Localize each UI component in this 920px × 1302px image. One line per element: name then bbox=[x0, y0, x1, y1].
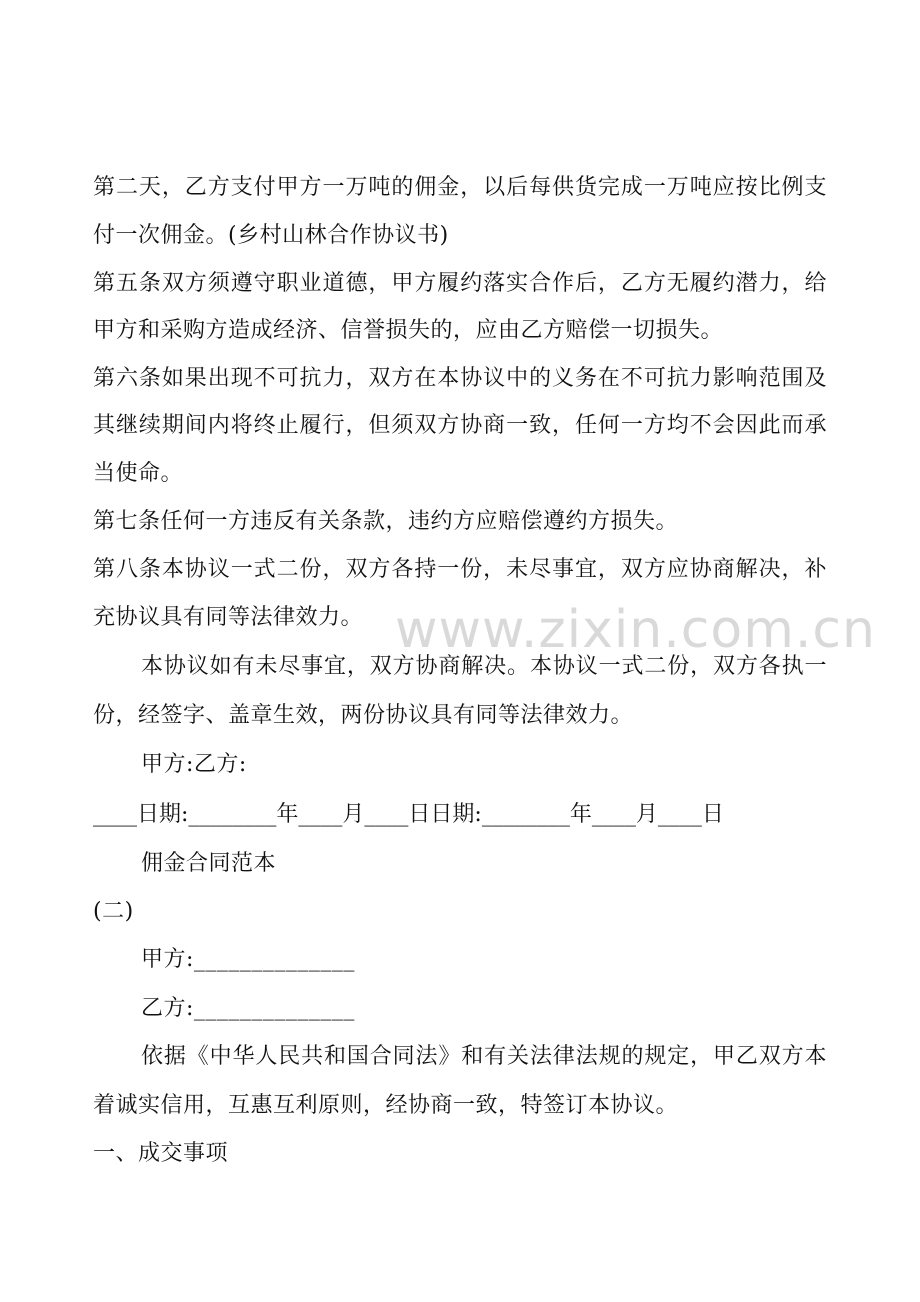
section-number: (二) bbox=[93, 899, 134, 924]
section-title: 佣金合同范本 bbox=[141, 851, 277, 876]
paragraph-line: 依据《中华人民共和国合同法》和有关法律法规的规定，甲乙双方本 bbox=[141, 1044, 827, 1069]
paragraph-line: 充协议具有同等法律效力。 bbox=[93, 605, 364, 630]
paragraph-line: 着诚实信用，互惠互利原则，经协商一致，特签订本协议。 bbox=[93, 1093, 679, 1118]
paragraph-line: 其继续期间内将终止履行，但须双方协商一致，任何一方均不会因此而承 bbox=[93, 413, 827, 438]
paragraph-line: 第六条如果出现不可抗力，双方在本协议中的义务在不可抗力影响范围及 bbox=[93, 366, 827, 391]
clause-heading: 一、成交事项 bbox=[93, 1141, 229, 1166]
party-b-field: 乙方:______________ bbox=[141, 996, 355, 1021]
signature-dates: ____日期:________年____月____日日期:________年____月____日 bbox=[93, 802, 724, 827]
paragraph-line: 第二天，乙方支付甲方一万吨的佣金，以后每供货完成一万吨应按比例支 bbox=[93, 175, 827, 200]
paragraph-line: 第五条双方须遵守职业道德，甲方履约落实合作后，乙方无履约潜力，给 bbox=[93, 271, 827, 296]
paragraph-line: 当使命。 bbox=[93, 461, 184, 486]
paragraph-line: 第七条任何一方违反有关条款，违约方应赔偿遵约方损失。 bbox=[93, 509, 679, 534]
party-a-field: 甲方:______________ bbox=[141, 947, 355, 972]
paragraph-line: 本协议如有未尽事宜，双方协商解决。本协议一式二份，双方各执一 bbox=[141, 654, 827, 679]
paragraph-line: 付一次佣金。(乡村山林合作协议书) bbox=[93, 223, 449, 248]
paragraph-line: 甲方和采购方造成经济、信誉损失的，应由乙方赔偿一切损失。 bbox=[93, 318, 724, 343]
paragraph-line: 份，经签字、盖章生效，两份协议具有同等法律效力。 bbox=[93, 703, 634, 728]
signature-parties: 甲方:乙方: bbox=[141, 752, 247, 777]
watermark: www.zixin.com.cn bbox=[395, 600, 876, 660]
paragraph-line: 第八条本协议一式二份，双方各持一份，未尽事宜，双方应协商解决，补 bbox=[93, 557, 827, 582]
